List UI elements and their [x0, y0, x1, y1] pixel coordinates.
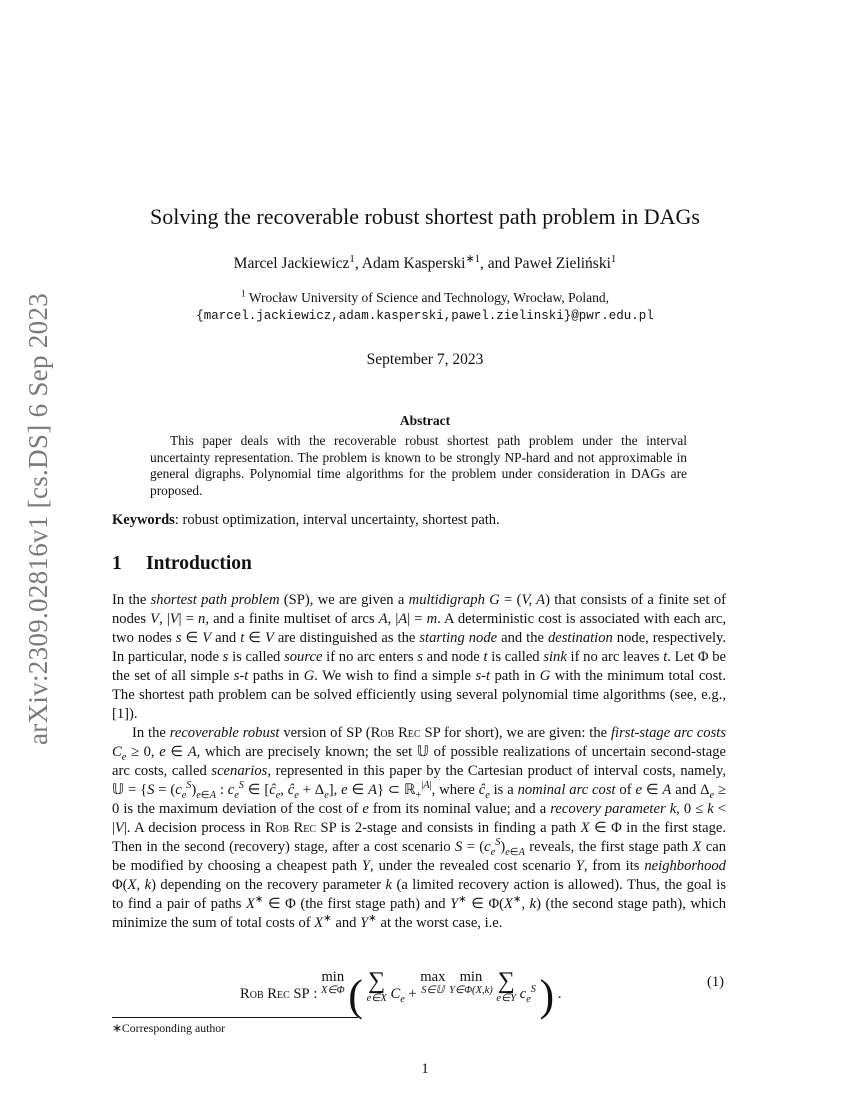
arxiv-stamp: arXiv:2309.02816v1 [cs.DS] 6 Sep 2023: [23, 292, 53, 745]
author-list: [0, 252, 850, 273]
section-number: 1: [112, 553, 122, 574]
author-separator: , and: [480, 255, 515, 272]
author-separator: ,: [354, 255, 362, 272]
affiliation-text: Wrocław University of Science and Technology, Wrocław, Poland,: [248, 290, 609, 305]
body-paragraph: In the shortest path problem (SP), we are given a multidigraph G = (V, A) that consists of a finite set of nodes V, |V| = n, and a finite multiset of arcs A, |A| = m. A deterministic cost is associated with each arc, two nodes s ∈ V and t ∈ V are distinguished as the starting node and the destination node, respectively. In particular, node s is called source if no arc enters s and node t is called sink if no arc leaves t. Let Φ be the set of all simple s-t paths in G. We wish to find a simple s-t path in G with the minimum total cost. The shortest path problem can be solved efficiently using several polynomial time algorithms (see, e.g., [1]).: [112, 592, 727, 722]
affiliation-mark: 1: [241, 289, 246, 300]
author-mark: 1: [349, 252, 355, 265]
footnote-rule: [112, 1017, 358, 1018]
abstract-heading: Abstract: [399, 413, 451, 428]
body-paragraph: In the recoverable robust version of SP (Rob Rec SP for short), we are given: the first-stage arc costs $C_e \ge 0$, e ∈ A, which are precisely known; the set 𝕌 of possible realizations of uncertain second-stage arc costs, called scenarios, represented in this paper by the Cartesian product of interval costs, namely, 𝕌 = {$S = (c_e^S)_{e\in A}$ : $c_e^S$ ∈ [$ĉ_e$, $ĉ_e + \Delta_e$], e ∈ A} ⊂ ℝ$_+^{|A|}$, where $ĉ_e$ is a nominal arc cost of e ∈ A and $\Delta_e \ge 0$ is the maximum deviation of the cost of e from its nominal value; and a recovery parameter k, 0 ≤ k < |V|. A decision process in Rob Rec SP is 2-stage and consists in finding a path X ∈ Φ in the first stage. Then in the second (recovery) stage, after a cost scenario $S = (c_e^S)_{e\in A}$ reveals, the first stage path X can be modified by choosing a cheapest path Y, under the revealed cost scenario Y, from its neighborhood Φ(X, k) depending on the recovery parameter k (a limited recovery action is allowed). Thus, the goal is to find a pair of paths X∗ ∈ Φ (the first stage path) and Y∗ ∈ Φ(X∗, k) (the second stage path), which minimize the sum of total costs of X∗ and Y∗ at the worst case, i.e.: [112, 725, 727, 931]
section-heading: [112, 553, 252, 575]
author-mark: ∗1: [465, 252, 481, 265]
author-mark: 1: [610, 252, 617, 265]
equation-label: Rob Rec SP: [240, 986, 310, 1002]
author-name: Adam Kasperski: [361, 255, 466, 272]
paper-title: Solving the recoverable robust shortest path problem in DAGs: [150, 204, 700, 229]
affiliation: [0, 289, 850, 325]
author-name: Paweł Zieliński: [514, 255, 611, 272]
equation-number: (1): [706, 974, 724, 990]
keywords: [112, 512, 500, 529]
keywords-text: : robust optimization, interval uncertainty, shortest path.: [174, 512, 500, 528]
equation-1: [112, 962, 726, 1022]
author-emails: {marcel.jackiewicz,adam.kasperski,pawel.zielinski}@pwr.edu.pl: [196, 309, 654, 323]
footnote: ∗Corresponding author: [112, 1021, 226, 1035]
keywords-label: Keywords: [112, 512, 175, 528]
page-number: 1: [421, 1061, 429, 1077]
author-name: Marcel Jackiewicz: [233, 255, 350, 272]
abstract-body: This paper deals with the recoverable robust shortest path problem under the interval uncertainty representation. The problem is known to be strongly NP-hard and not approximable in general digraphs. Polynomial time algorithms for the problem under consideration in DAGs are proposed.: [150, 433, 687, 498]
equation-body: Rob Rec SP : min X∈Φ ( ∑ e∈X $C_e + \max$ S∈𝕌 min Y∈Φ(X,k) ∑ e∈Y $c_e^S$ ) .: [240, 968, 562, 1020]
section-title: Introduction: [146, 553, 252, 574]
paper-date: September 7, 2023: [366, 351, 484, 368]
